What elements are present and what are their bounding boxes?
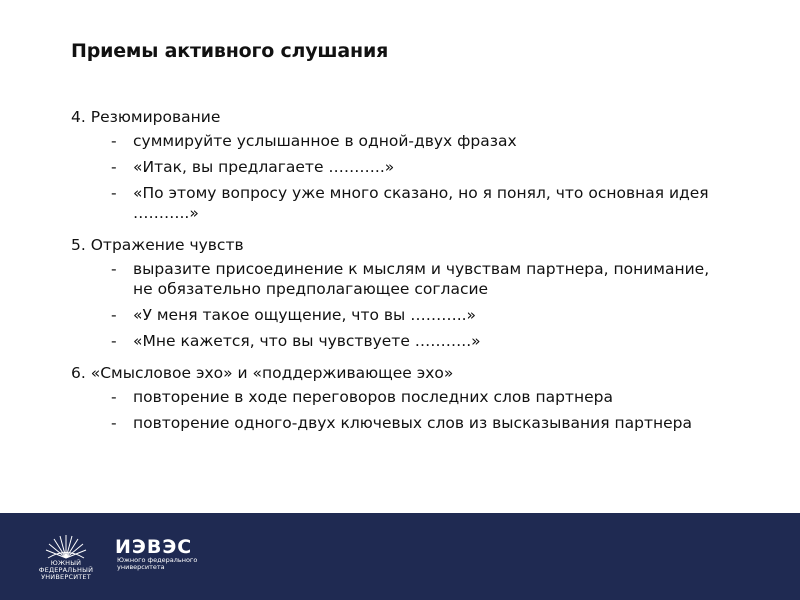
- bullet-list: [71, 387, 711, 433]
- list-item: [71, 157, 711, 177]
- list-item-text: «Итак, вы предлагаете ………..»: [133, 158, 395, 176]
- section-heading: 4. Резюмирование: [71, 108, 221, 126]
- institute-subtitle: Южного федерального университета: [117, 556, 198, 571]
- bullet-dash: -: [111, 184, 117, 202]
- bullet-dash: -: [111, 132, 117, 150]
- section-heading: 6. «Смысловое эхо» и «поддерживающее эхо»: [71, 364, 454, 382]
- institute-abbr: ИЭВЭС: [115, 536, 193, 558]
- list-item-text: «По этому вопросу уже много сказано, но я понял, что основная идея ………..»: [133, 184, 709, 222]
- bullet-dash: -: [111, 332, 117, 350]
- university-logo: [26, 533, 106, 581]
- university-name: ЮЖНЫЙ ФЕДЕРАЛЬНЫЙ УНИВЕРСИТЕТ: [38, 559, 94, 581]
- bullet-dash: -: [111, 306, 117, 324]
- list-item-text: повторение в ходе переговоров последних слов партнера: [133, 388, 613, 406]
- slide-content: [71, 107, 711, 445]
- list-item: [71, 413, 711, 433]
- slide-title: Приемы активного слушания: [71, 40, 389, 62]
- section-summarizing: [71, 107, 711, 223]
- bullet-dash: -: [111, 158, 117, 176]
- list-item: [71, 183, 711, 223]
- institute-logo: [115, 537, 215, 577]
- list-item-text: «Мне кажется, что вы чувствуете ………..»: [133, 332, 481, 350]
- bullet-list: [71, 259, 711, 351]
- section-heading: 5. Отражение чувств: [71, 236, 244, 254]
- bullet-dash: -: [111, 388, 117, 406]
- list-item-text: повторение одного-двух ключевых слов из высказывания партнера: [133, 414, 693, 432]
- list-item-text: «У меня такое ощущение, что вы ………..»: [133, 306, 477, 324]
- list-item: [71, 259, 711, 299]
- university-emblem-icon: [38, 533, 94, 559]
- bullet-list: [71, 131, 711, 223]
- list-item: [71, 305, 711, 325]
- bullet-dash: -: [111, 414, 117, 432]
- section-reflecting-feelings: [71, 235, 711, 351]
- list-item: [71, 331, 711, 351]
- list-item-text: выразите присоединение к мыслям и чувствам партнера, понимание, не обязательно предполагающее согласие: [133, 260, 710, 298]
- list-item-text: суммируйте услышанное в одной-двух фразах: [133, 132, 517, 150]
- footer-bar: [0, 513, 800, 600]
- list-item: [71, 131, 711, 151]
- list-item: [71, 387, 711, 407]
- section-echo: [71, 363, 711, 433]
- bullet-dash: -: [111, 260, 117, 278]
